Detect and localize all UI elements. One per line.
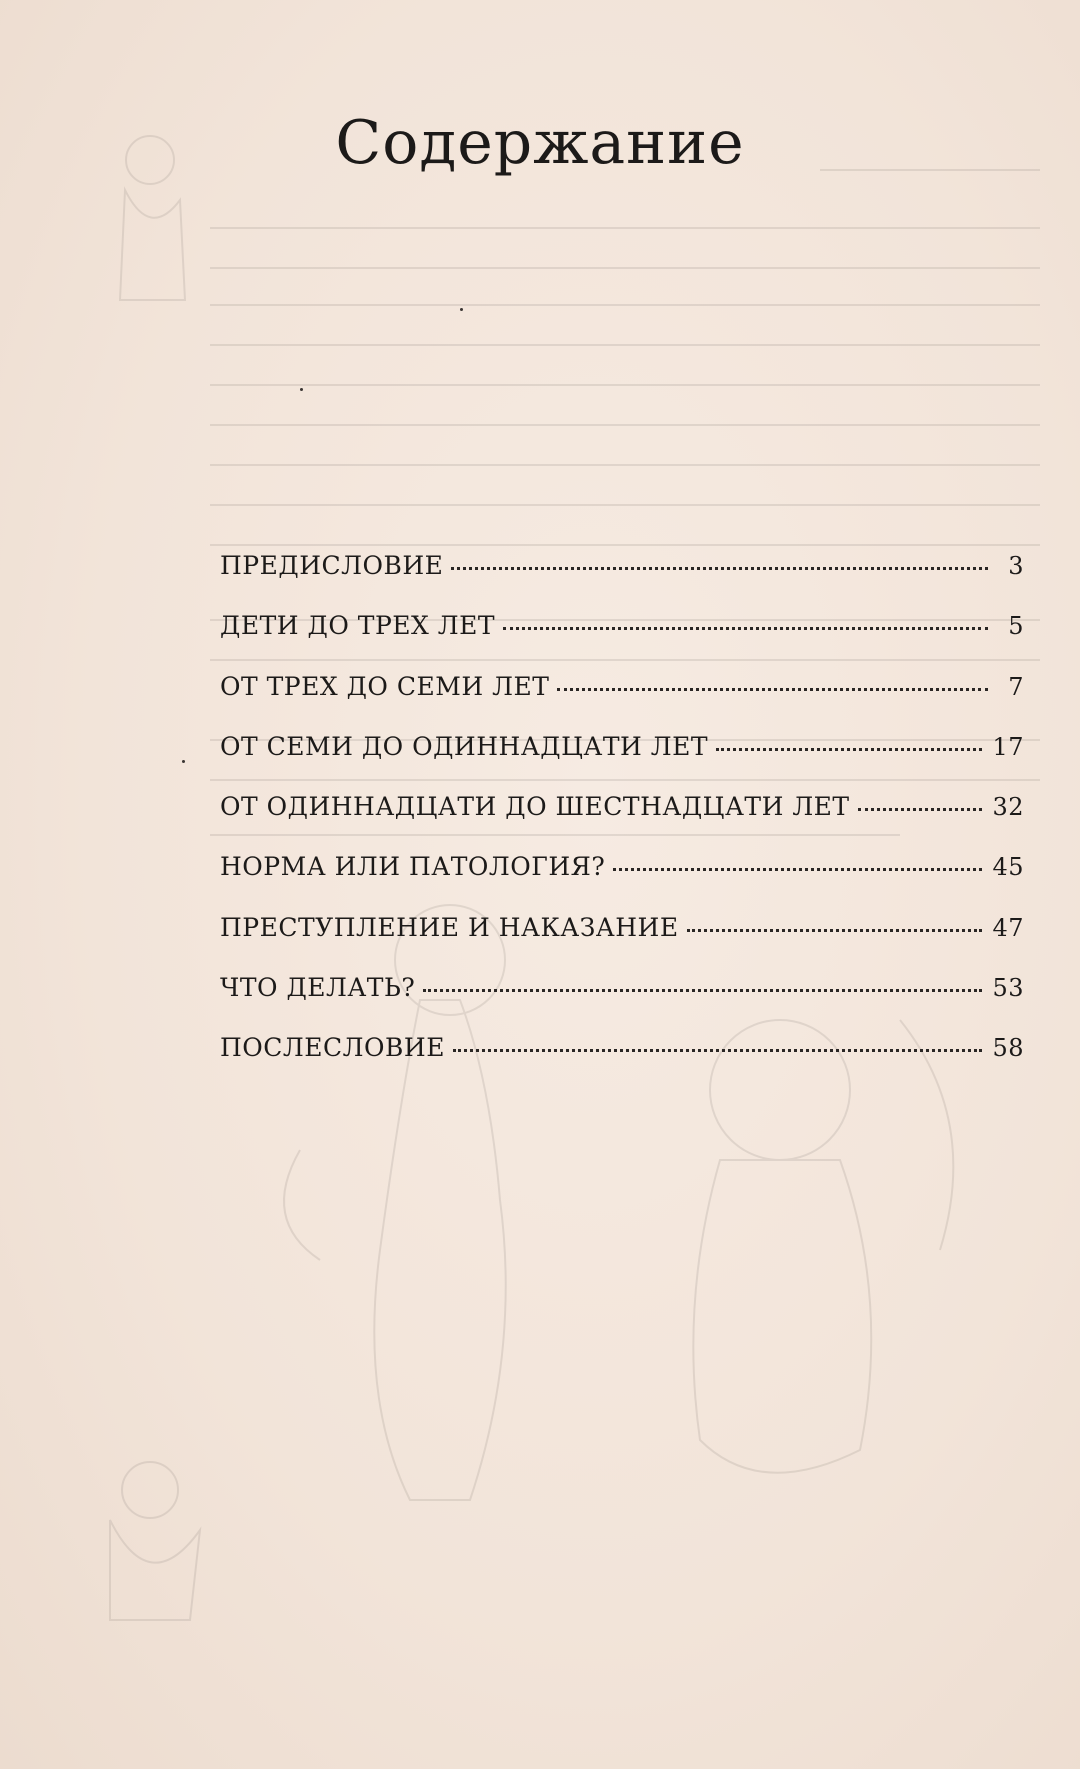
toc-entry-title: ПОСЛЕСЛОВИЕ — [220, 1033, 445, 1063]
toc-entry — [220, 913, 1024, 973]
toc-entry-title: ЧТО ДЕЛАТЬ? — [220, 973, 416, 1003]
speck — [460, 308, 463, 311]
dot-leader — [503, 627, 988, 630]
speck — [300, 388, 303, 391]
toc-entry — [220, 973, 1024, 1033]
toc-entry-title: НОРМА ИЛИ ПАТОЛОГИЯ? — [220, 852, 606, 882]
toc-entry — [220, 1033, 1024, 1093]
page-title: Содержание — [335, 108, 745, 178]
dot-leader — [613, 868, 982, 871]
toc-entry — [220, 551, 1024, 611]
toc-entry-title: ОТ СЕМИ ДО ОДИННАДЦАТИ ЛЕТ — [220, 731, 709, 761]
toc-entry — [220, 852, 1024, 912]
dot-leader — [858, 808, 983, 811]
toc-entry-page-number: 7 — [1008, 672, 1024, 701]
toc-entry-page-number: 47 — [992, 913, 1024, 942]
toc-entry-title: ОТ ОДИННАДЦАТИ ДО ШЕСТНАДЦАТИ ЛЕТ — [220, 792, 850, 822]
toc-entry-page-number: 53 — [992, 974, 1024, 1003]
toc-entry-title: ДЕТИ ДО ТРЕХ ЛЕТ — [220, 611, 496, 641]
toc-entry — [220, 732, 1024, 792]
toc-entry — [220, 611, 1024, 671]
toc-entry — [220, 792, 1024, 852]
table-of-contents — [220, 551, 1024, 1094]
toc-entry-page-number: 17 — [992, 732, 1024, 761]
toc-entry-title: ПРЕДИСЛОВИЕ — [220, 551, 444, 580]
toc-entry-page-number: 32 — [992, 793, 1024, 822]
dot-leader — [423, 989, 982, 992]
dot-leader — [716, 748, 982, 751]
toc-entry-page-number: 3 — [1008, 552, 1024, 580]
dot-leader — [557, 688, 988, 691]
toc-entry-title: ОТ ТРЕХ ДО СЕМИ ЛЕТ — [220, 671, 550, 701]
toc-entry-page-number: 45 — [992, 853, 1024, 882]
dot-leader — [453, 1049, 983, 1052]
toc-entry-title: ПРЕСТУПЛЕНИЕ И НАКАЗАНИЕ — [220, 912, 679, 942]
dot-leader — [451, 567, 988, 570]
speck — [182, 760, 185, 763]
toc-entry-page-number: 58 — [992, 1034, 1024, 1063]
toc-entry-page-number: 5 — [1008, 612, 1024, 641]
toc-entry — [220, 672, 1024, 732]
dot-leader — [687, 929, 983, 932]
